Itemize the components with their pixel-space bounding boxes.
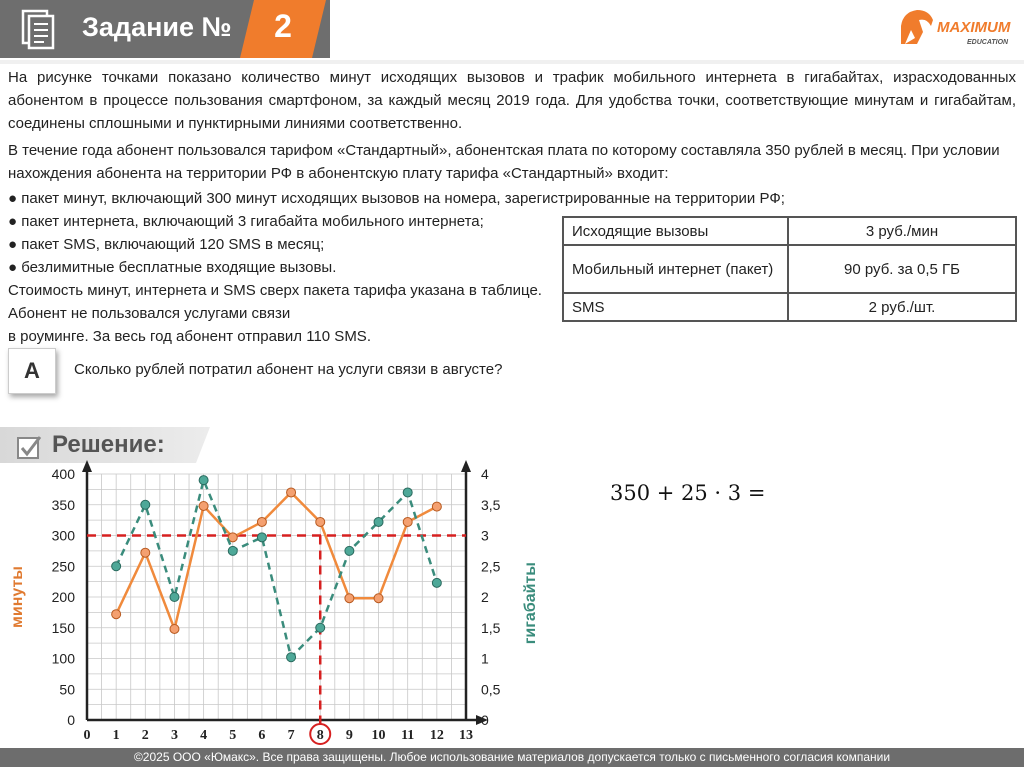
list-item: ● пакет SMS, включающий 120 SMS в месяц; xyxy=(8,236,325,253)
data-point-gigabytes xyxy=(432,578,441,587)
left-tick-label: 250 xyxy=(51,558,75,575)
right-tick-label: 0 xyxy=(481,712,489,728)
data-point-gigabytes xyxy=(199,476,208,485)
data-point-gigabytes xyxy=(228,546,237,555)
right-tick-label: 1,5 xyxy=(481,619,501,636)
solution-formula: 350 + 25 · 3 = xyxy=(610,481,766,505)
data-point-gigabytes xyxy=(287,653,296,662)
right-tick-label: 1 xyxy=(481,650,489,667)
data-point-minutes xyxy=(432,502,441,511)
service-cell: SMS xyxy=(563,293,788,321)
price-cell: 3 руб./мин xyxy=(788,217,1016,245)
header-underline xyxy=(0,60,1024,64)
x-tick-label: 12 xyxy=(429,728,444,743)
x-tick-label: 4 xyxy=(200,728,208,743)
price-table xyxy=(562,216,1017,322)
data-point-minutes xyxy=(141,548,150,557)
left-tick-label: 50 xyxy=(59,681,75,698)
right-tick-label: 3,5 xyxy=(481,496,501,513)
chart-grid xyxy=(87,474,466,720)
left-axis-title: минуты xyxy=(9,566,26,628)
data-point-minutes xyxy=(403,517,412,526)
right-axis-arrow xyxy=(461,460,471,472)
header xyxy=(0,0,1024,64)
footer-copyright: ©2025 ООО «Юмакс». Все права защищены. Любое использование материалов допускается только с письменного согласия компании xyxy=(0,748,1024,767)
left-tick-label: 0 xyxy=(67,712,75,728)
table-row xyxy=(563,217,1016,245)
left-tick-label: 200 xyxy=(51,589,75,605)
left-axis-arrow xyxy=(82,460,92,472)
maximum-logo xyxy=(895,4,1020,52)
data-point-gigabytes xyxy=(316,623,325,632)
table-row xyxy=(563,293,1016,321)
tail-text: Стоимость минут, интернета и SMS сверх пакета тарифа указана в таблице. xyxy=(8,282,542,299)
x-tick-label: 7 xyxy=(287,728,295,743)
checkbox-check-icon xyxy=(16,434,42,460)
left-tick-label: 400 xyxy=(51,466,75,482)
service-cell: Исходящие вызовы xyxy=(563,217,788,245)
right-tick-label: 2,5 xyxy=(481,558,501,575)
problem-paragraph-1: На рисунке точками показано количество минут исходящих вызовов и трафик мобильного интернета в гигабайтах, израсходованных абонентом в процессе пользования смартфоном, за каждый месяц 2019 года. Для удобства точки, соответствующие минутам и гигабайтам, соединены сплошными и пунктирными линиями соответственно. xyxy=(8,69,1016,132)
data-point-minutes xyxy=(199,501,208,510)
data-point-minutes xyxy=(112,610,121,619)
problem-paragraph-2: В течение года абонент пользовался тарифом «Стандартный», абонентская плата по которому составляла 350 рублей в месяц. При условии нахождения абонента на территории РФ в абонентскую плату тарифа «Стандартный» входит: xyxy=(8,142,1000,182)
data-point-minutes xyxy=(316,517,325,526)
data-point-minutes xyxy=(287,488,296,497)
table-row xyxy=(563,245,1016,293)
right-axis-title: гигабайты xyxy=(522,562,539,645)
question-text: Сколько рублей потратил абонент на услуги связи в августе? xyxy=(74,361,503,378)
data-point-minutes xyxy=(345,594,354,603)
svg-text:MAXIMUM: MAXIMUM xyxy=(937,19,1011,36)
chart-labels xyxy=(9,466,539,744)
x-tick-label: 2 xyxy=(141,728,149,743)
price-cell: 2 руб./шт. xyxy=(788,293,1016,321)
list-item: ● пакет минут, включающий 300 минут исходящих вызовов на номера, зарегистрированные на территории РФ; xyxy=(8,190,785,207)
question-letter-badge: А xyxy=(8,348,56,394)
data-point-gigabytes xyxy=(374,517,383,526)
data-point-minutes xyxy=(374,594,383,603)
data-point-minutes xyxy=(257,517,266,526)
x-tick-label: 3 xyxy=(170,728,178,743)
x-tick-label: 1 xyxy=(112,728,120,743)
data-point-gigabytes xyxy=(345,546,354,555)
data-point-gigabytes xyxy=(112,562,121,571)
left-tick-label: 300 xyxy=(51,527,75,544)
x-tick-label: 8 xyxy=(316,728,324,743)
right-tick-label: 4 xyxy=(481,466,489,482)
left-tick-label: 100 xyxy=(51,650,75,667)
x-tick-label: 13 xyxy=(459,728,473,743)
service-cell: Мобильный интернет (пакет) xyxy=(563,245,788,293)
task-number: 2 xyxy=(274,8,292,44)
price-cell: 90 руб. за 0,5 ГБ xyxy=(788,245,1016,293)
calls-internet-chart xyxy=(0,462,539,746)
tail-text: Абонент не пользовался услугами связи xyxy=(8,305,291,322)
list-item: ● пакет интернета, включающий 3 гигабайта мобильного интернета; xyxy=(8,213,484,230)
data-point-gigabytes xyxy=(141,500,150,509)
x-tick-label: 0 xyxy=(83,728,91,743)
x-tick-label: 6 xyxy=(258,728,266,743)
solution-title: Решение: xyxy=(52,431,165,458)
data-point-gigabytes xyxy=(403,488,412,497)
right-tick-label: 0,5 xyxy=(481,681,501,698)
tail-text: в роуминге. За весь год абонент отправил 110 SMS. xyxy=(8,328,371,345)
task-title: Задание № xyxy=(82,12,232,42)
x-tick-label: 10 xyxy=(371,728,386,743)
x-tick-label: 11 xyxy=(401,728,415,743)
x-tick-label: 9 xyxy=(345,728,353,743)
data-point-gigabytes xyxy=(170,593,179,602)
right-tick-label: 2 xyxy=(481,589,489,605)
right-tick-label: 3 xyxy=(481,527,489,544)
svg-text:EDUCATION: EDUCATION xyxy=(967,39,1009,46)
list-item: ● безлимитные бесплатные входящие вызовы. xyxy=(8,259,337,276)
data-point-gigabytes xyxy=(257,533,266,542)
data-point-minutes xyxy=(170,624,179,633)
left-tick-label: 350 xyxy=(51,496,75,513)
x-tick-label: 5 xyxy=(229,728,237,743)
document-icon xyxy=(20,8,56,50)
left-tick-label: 150 xyxy=(51,619,75,636)
